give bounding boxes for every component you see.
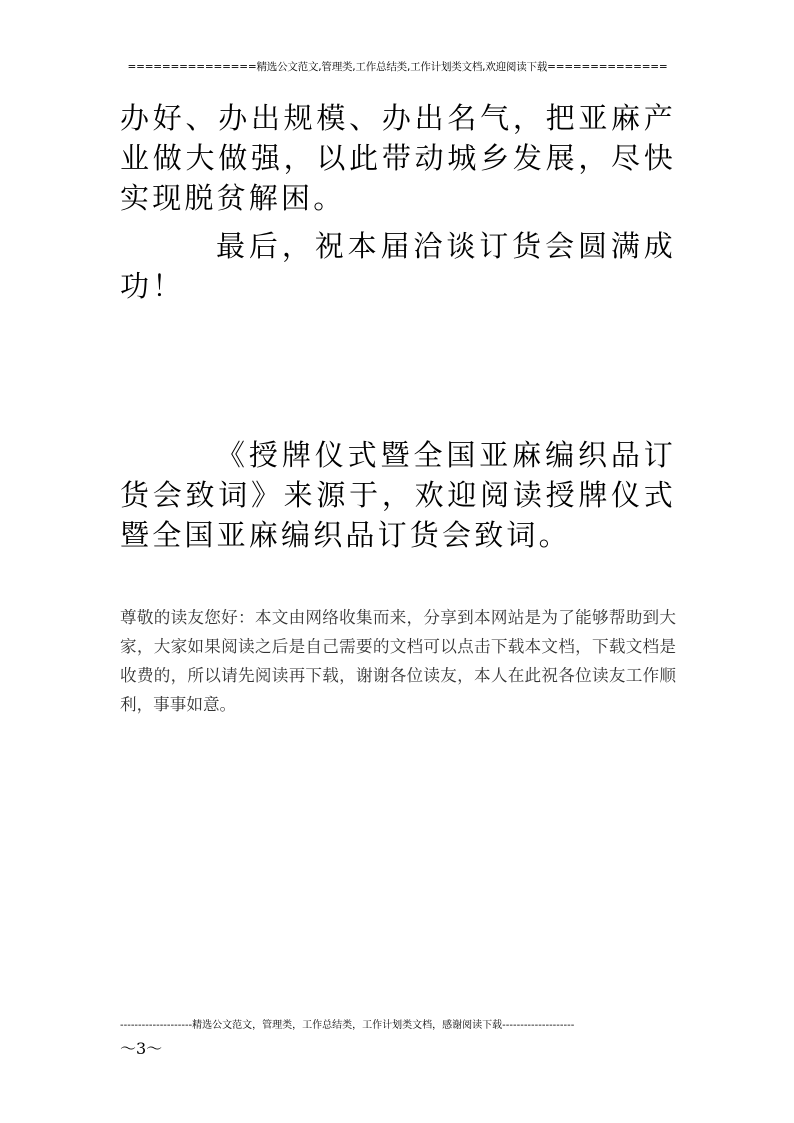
page-number: ～3～	[120, 1039, 163, 1058]
body-paragraph-2: 最后，祝本届洽谈订货会圆满成功！	[120, 229, 676, 303]
page-footer: --------------------精选公文范文，管理类，工作总结类，工作计划类文档，感谢阅读下载--------------------	[120, 1020, 575, 1031]
page-header: ===============精选公文范文,管理类,工作总结类,工作计划类文档,欢迎阅读下载==============	[127, 61, 668, 73]
body-paragraph-3: 《授牌仪式暨全国亚麻编织品订货会致词》来源于，欢迎阅读授牌仪式暨全国亚麻编织品订货会致词。	[120, 438, 676, 552]
body-paragraph-1: 办好、办出规模、办出名气，把亚麻产业做大做强，以此带动城乡发展，尽快实现脱贫解困。	[120, 101, 676, 215]
reader-notice: 尊敬的读友您好：本文由网络收集而来，分享到本网站是为了能够帮助到大家，大家如果阅读之后是自己需要的文档可以点击下载本文档，下载文档是收费的，所以请先阅读再下载，谢谢各位读友，本人在此祝各位读友工作顺利，事事如意。	[120, 608, 676, 714]
